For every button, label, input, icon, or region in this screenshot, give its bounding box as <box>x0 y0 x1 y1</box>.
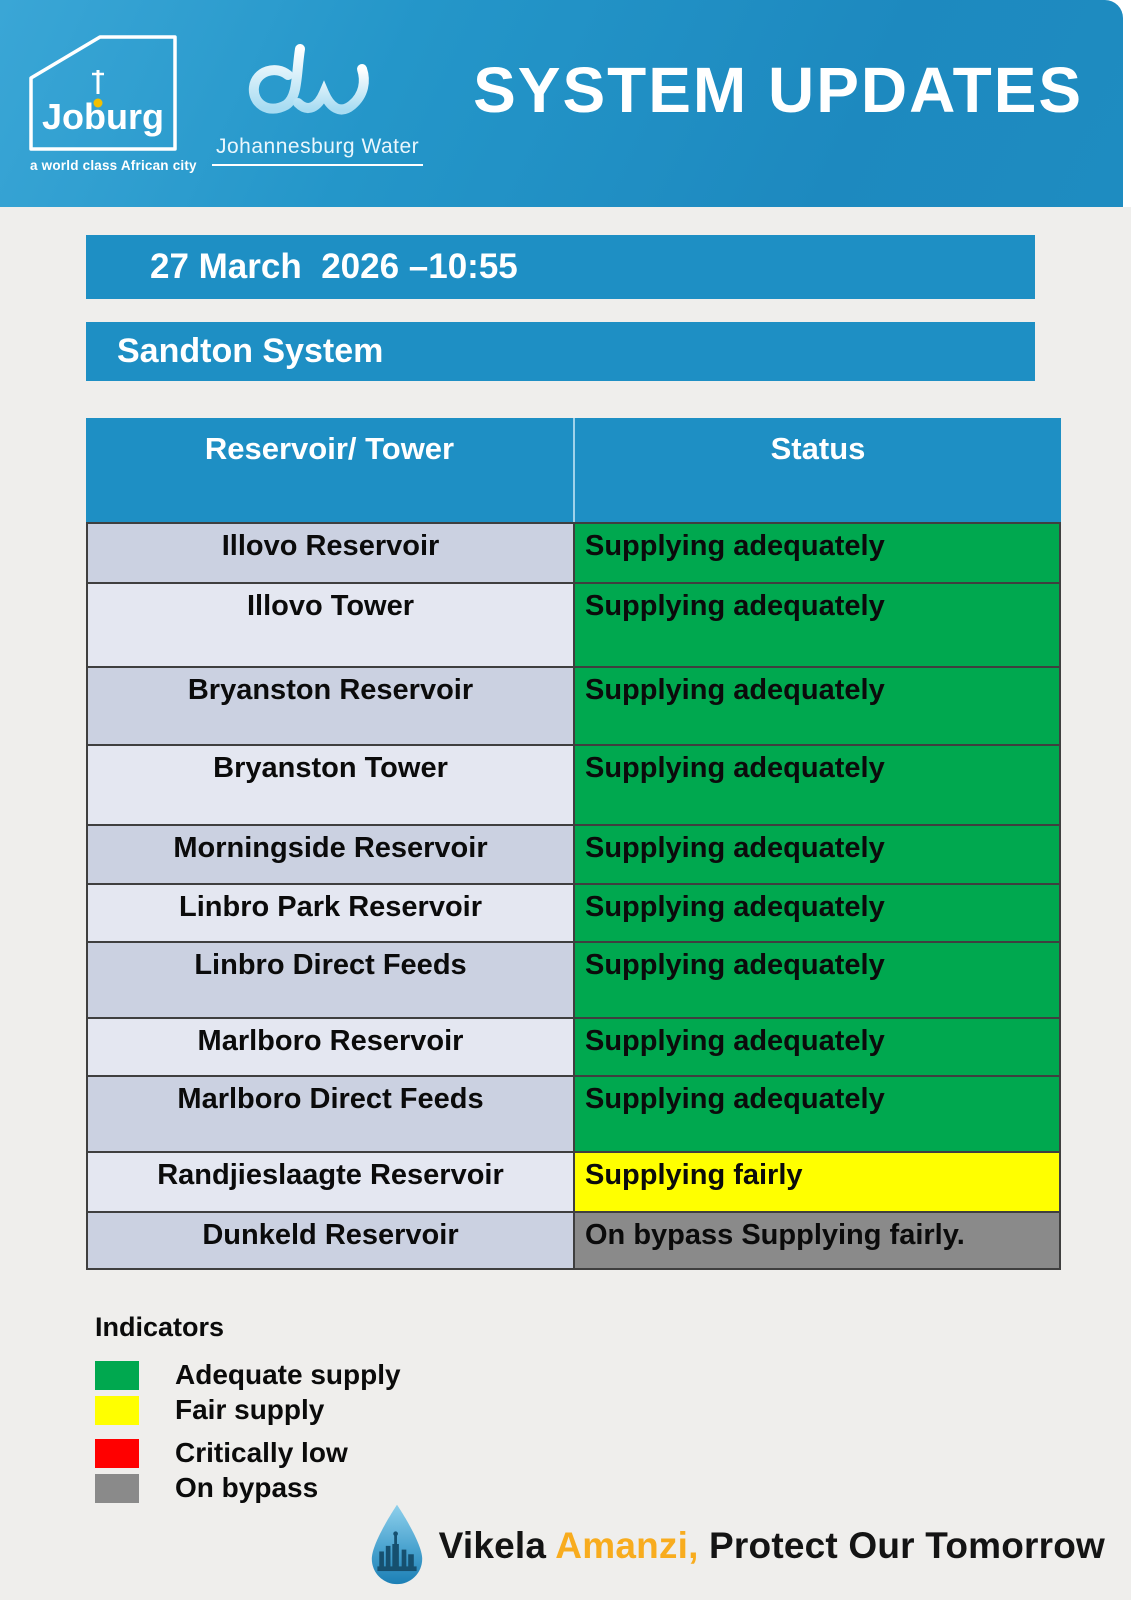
fair-color-swatch <box>95 1396 139 1425</box>
header-band-wrap <box>0 0 1131 207</box>
legend-item <box>95 1472 1131 1504</box>
table-row <box>88 1153 1059 1213</box>
johannesburg-water-label: Johannesburg Water <box>212 133 423 166</box>
date-bar: 27 March 2026 –10:55 <box>86 235 1035 299</box>
column-header-status: Status <box>770 431 866 466</box>
status-cell: Supplying fairly <box>575 1153 1059 1211</box>
table-row <box>88 584 1059 668</box>
status-table <box>86 418 1061 1270</box>
legend-item <box>95 1359 1131 1391</box>
column-header-reservoir: Reservoir/ Tower <box>86 418 575 522</box>
reservoir-name-cell: Morningside Reservoir <box>88 826 575 883</box>
table-row <box>88 826 1059 885</box>
status-cell: Supplying adequately <box>575 1077 1059 1151</box>
joburg-logo-icon <box>28 34 178 152</box>
joburg-tagline: a world class African city <box>30 158 197 173</box>
reservoir-name-cell: Marlboro Direct Feeds <box>88 1077 575 1151</box>
table-row <box>88 524 1059 584</box>
table-row <box>88 885 1059 943</box>
reservoir-name-cell: Dunkeld Reservoir <box>88 1213 575 1268</box>
slogan-highlight: Amanzi, <box>555 1525 699 1566</box>
table-row <box>88 1077 1059 1153</box>
reservoir-name-cell: Linbro Direct Feeds <box>88 943 575 1017</box>
bypass-color-swatch <box>95 1474 139 1503</box>
status-cell: Supplying adequately <box>575 943 1059 1017</box>
legend-label: Fair supply <box>175 1394 325 1425</box>
table-row <box>88 1019 1059 1077</box>
status-cell: Supplying adequately <box>575 746 1059 824</box>
legend-title: Indicators <box>95 1312 225 1342</box>
critical-color-swatch <box>95 1439 139 1468</box>
page-title: SYSTEM UPDATES <box>473 53 1084 126</box>
reservoir-name-cell: Marlboro Reservoir <box>88 1019 575 1075</box>
joburg-logo-text: Joburg <box>42 96 164 137</box>
reservoir-name-cell: Bryanston Tower <box>88 746 575 824</box>
status-cell: Supplying adequately <box>575 885 1059 941</box>
johannesburg-water-logo <box>212 41 423 166</box>
legend-items <box>95 1359 1131 1504</box>
status-cell: Supplying adequately <box>575 826 1059 883</box>
water-wave-icon <box>238 41 398 133</box>
slogan-start: Vikela <box>438 1525 547 1566</box>
legend <box>95 1312 1131 1504</box>
table-row <box>88 943 1059 1019</box>
table-row <box>88 1213 1059 1268</box>
system-name-bar: Sandton System <box>86 322 1035 381</box>
table-row <box>88 746 1059 826</box>
header-band <box>0 0 1123 207</box>
legend-item <box>95 1437 1131 1469</box>
legend-label: On bypass <box>175 1472 319 1503</box>
legend-label: Adequate supply <box>175 1359 401 1390</box>
reservoir-name-cell: Illovo Tower <box>88 584 575 666</box>
legend-label: Critically low <box>175 1437 348 1468</box>
slogan-end: Protect Our Tomorrow <box>709 1525 1105 1566</box>
status-cell: Supplying adequately <box>575 1019 1059 1075</box>
reservoir-name-cell: Illovo Reservoir <box>88 524 575 582</box>
reservoir-name-cell: Bryanston Reservoir <box>88 668 575 744</box>
water-drop-city-icon <box>369 1502 425 1586</box>
adequate-color-swatch <box>95 1361 139 1390</box>
reservoir-name-cell: Randjieslaagte Reservoir <box>88 1153 575 1211</box>
reservoir-name-cell: Linbro Park Reservoir <box>88 885 575 941</box>
joburg-logo <box>28 34 197 173</box>
status-cell: Supplying adequately <box>575 668 1059 744</box>
status-cell: Supplying adequately <box>575 524 1059 582</box>
footer <box>369 1502 1105 1590</box>
status-cell: On bypass Supplying fairly. <box>575 1213 1059 1268</box>
legend-item <box>95 1394 1131 1426</box>
status-cell: Supplying adequately <box>575 584 1059 666</box>
table-row <box>88 668 1059 746</box>
table-body <box>86 522 1061 1270</box>
footer-slogan <box>439 1525 1105 1567</box>
table-header-row <box>86 418 1061 522</box>
